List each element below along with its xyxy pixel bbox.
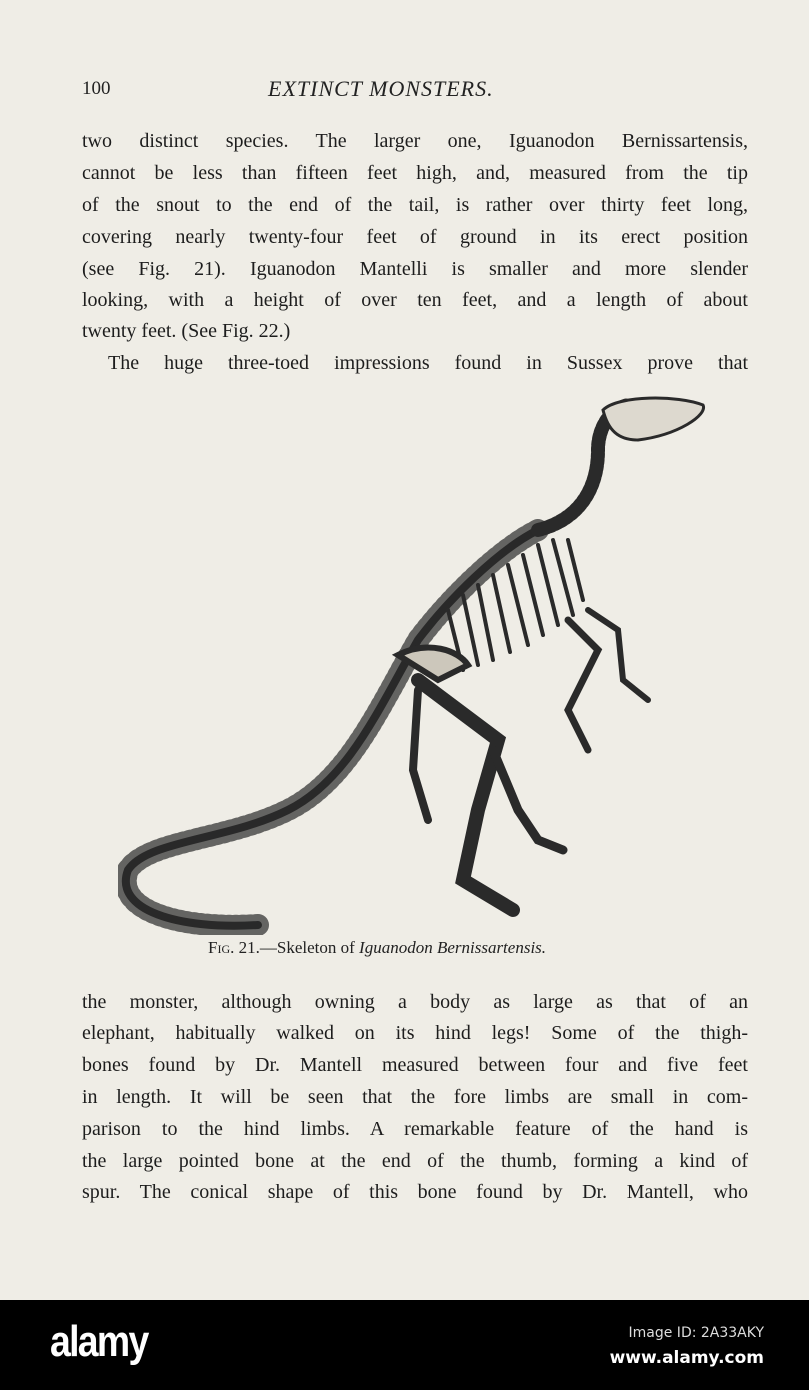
text-line: of the snout to the end of the tail, is rather over thirty feet long, — [82, 194, 748, 216]
iguanodon-skeleton-illustration — [118, 390, 718, 935]
alamy-logo: alamy — [50, 1317, 148, 1366]
text-line: elephant, habitually walked on its hind legs! Some of the thigh- — [82, 1022, 748, 1044]
caption-species: Iguanodon Bernissartensis. — [359, 938, 547, 957]
text-line: bones found by Dr. Mantell measured between four and five feet — [82, 1054, 748, 1076]
running-title: EXTINCT MONSTERS. — [268, 76, 494, 101]
page-number: 100 — [82, 78, 111, 99]
text-line: twenty feet. (See Fig. 22.) — [82, 320, 291, 342]
figure-caption — [208, 938, 546, 958]
text-line: cannot be less than fifteen feet high, and, measured from the tip — [82, 162, 748, 184]
text-line: (see Fig. 21). Iguanodon Mantelli is smaller and more slender — [82, 258, 748, 280]
text-line: The huge three-toed impressions found in Sussex prove that — [108, 352, 748, 374]
image-id: Image ID: 2A33AKY — [628, 1325, 764, 1341]
text-line: parison to the hind limbs. A remarkable feature of the hand is — [82, 1118, 748, 1140]
text-line: the large pointed bone at the end of the thumb, forming a kind of — [82, 1150, 748, 1172]
caption-text: —Skeleton of — [259, 938, 360, 957]
text-line: spur. The conical shape of this bone found by Dr. Mantell, who — [82, 1181, 748, 1203]
caption-label: Fig. 21. — [208, 938, 260, 957]
text-line: covering nearly twenty-four feet of ground in its erect position — [82, 226, 748, 248]
watermark-url: www.alamy.com — [609, 1348, 764, 1368]
text-line: in length. It will be seen that the fore limbs are small in com- — [82, 1086, 748, 1108]
text-line: the monster, although owning a body as large as that of an — [82, 991, 748, 1013]
text-line: two distinct species. The larger one, Iguanodon Bernissartensis, — [82, 130, 748, 152]
text-line: looking, with a height of over ten feet, and a length of about — [82, 289, 748, 311]
